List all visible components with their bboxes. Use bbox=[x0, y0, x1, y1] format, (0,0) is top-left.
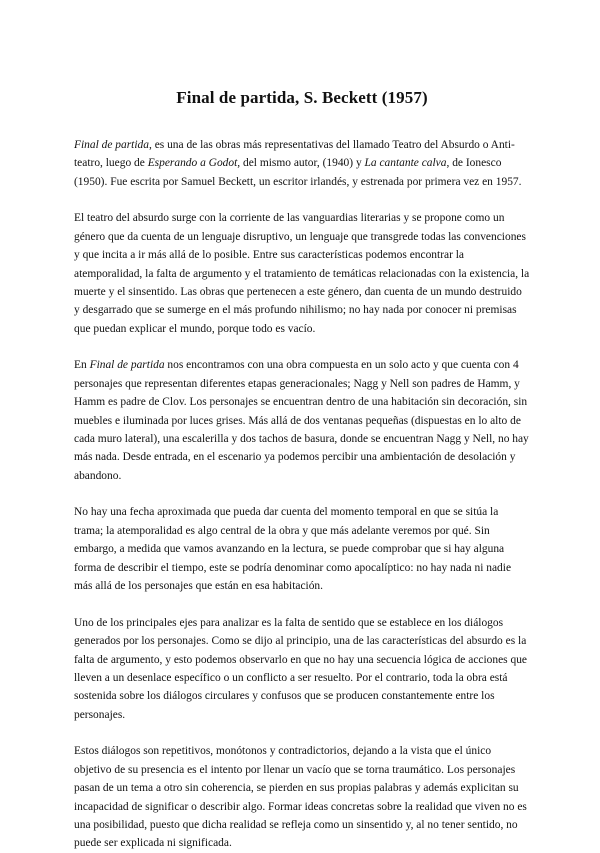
paragraph-text: Uno de los principales ejes para analizar es la falta de sentido que se establece en los diálogos generados por los personajes. Como se dijo al principio, una de las características del absurdo es la falta de argumento, y esto podemos observarlo en que no hay una secuencia lógica de acciones que lleven a un desenlace específico o un conflicto a ser resuelto. Por el contrario, toda la obra está sostenida sobre los diálogos circulares y confusos que se producen constantemente entre los personajes. bbox=[74, 616, 527, 721]
document-title: Final de partida, S. Beckett (1957) bbox=[176, 88, 428, 107]
italic-title-text: Esperando a Godot bbox=[147, 157, 238, 170]
document-body bbox=[74, 136, 530, 853]
paragraph-text: , de Ionesco (1950). Fue escrita por Samuel Beckett, un escritor irlandés, y estrenada por primera vez en 1957. bbox=[74, 157, 522, 188]
italic-title-text: La cantante calva bbox=[364, 157, 447, 170]
paragraph-2 bbox=[74, 209, 530, 338]
italic-title-text: Final de partida bbox=[74, 139, 149, 151]
paragraph-text: El teatro del absurdo surge con la corriente de las vanguardias literarias y se propone como un género que da cuenta de un lenguaje disruptivo, un lenguaje que transgrede todas las convenciones y que incita a ir más allá de lo posible. Entre sus características podemos encontrar la atemporalidad, la falta de argumento y el tratamiento de temáticas relacionadas con la existencia, la muerte y el sinsentido. Las obras que pertenecen a este género, dan cuenta de un mundo destruido y desgarrado que se sumerge en el más profundo nihilismo; no hay nada por conocer ni premisas que puedan explicar el mundo, porque todo es vacío. bbox=[74, 212, 530, 335]
paragraph-5 bbox=[74, 614, 530, 724]
paragraph-3 bbox=[74, 356, 530, 485]
paragraph-text: Estos diálogos son repetitivos, monótonos y contradictorios, dejando a la vista que el único objetivo de su presencia es el intento por llenar un vacío que se torna traumático. Los personajes pasan de un tema a otro sin coherencia, se pierden en sus propias palabras y además explicitan su incapacidad de significar o describir algo. Formar ideas concretas sobre la realidad que viven no es una posibilidad, puesto que dicha realidad se refleja como un sinsentido y, al no tener sentido, no puede ser explicada ni significada. bbox=[74, 745, 527, 850]
paragraph-text: , es una de las obras más representativas del llamado Teatro del Absurdo o Anti-teatro, luego de bbox=[74, 139, 515, 170]
paragraph-text: No hay una fecha aproximada que pueda dar cuenta del momento temporal en que se sitúa la trama; la atemporalidad es algo central de la obra y que más adelante veremos por qué. Sin embargo, a medida que vamos avanzando en la lectura, se puede comprobar que si hay alguna forma de describir el tiempo, este se podría denominar como apocalíptico: no hay nada ni nadie más allá de los personajes que están en esa habitación. bbox=[74, 506, 512, 593]
paragraph-text: En bbox=[74, 359, 90, 372]
paragraph-6 bbox=[74, 742, 530, 852]
paragraph-text: , del mismo autor, (1940) y bbox=[237, 157, 365, 170]
paragraph-1 bbox=[74, 136, 530, 191]
italic-title-text: Final de partida bbox=[89, 359, 165, 372]
paragraph-text: nos encontramos con una obra compuesta en un solo acto y que cuenta con 4 personajes que representan diferentes etapas generacionales; Nagg y Nell son padres de Hamm, y Hamm es padre de Clov. Los personajes se encuentran dentro de una habitación sin decoración, sin muebles e iluminada por luces grises. Más allá de dos ventanas pequeñas (dispuestas en lo alto de cada muro lateral), una escalerilla y dos tachos de basura, donde se encuentran Nagg y Nell, no hay más nada. Desde entrada, en el escenario ya podemos percibir una ambientación de desolación y abandono. bbox=[74, 359, 529, 482]
paragraph-4 bbox=[74, 503, 530, 595]
